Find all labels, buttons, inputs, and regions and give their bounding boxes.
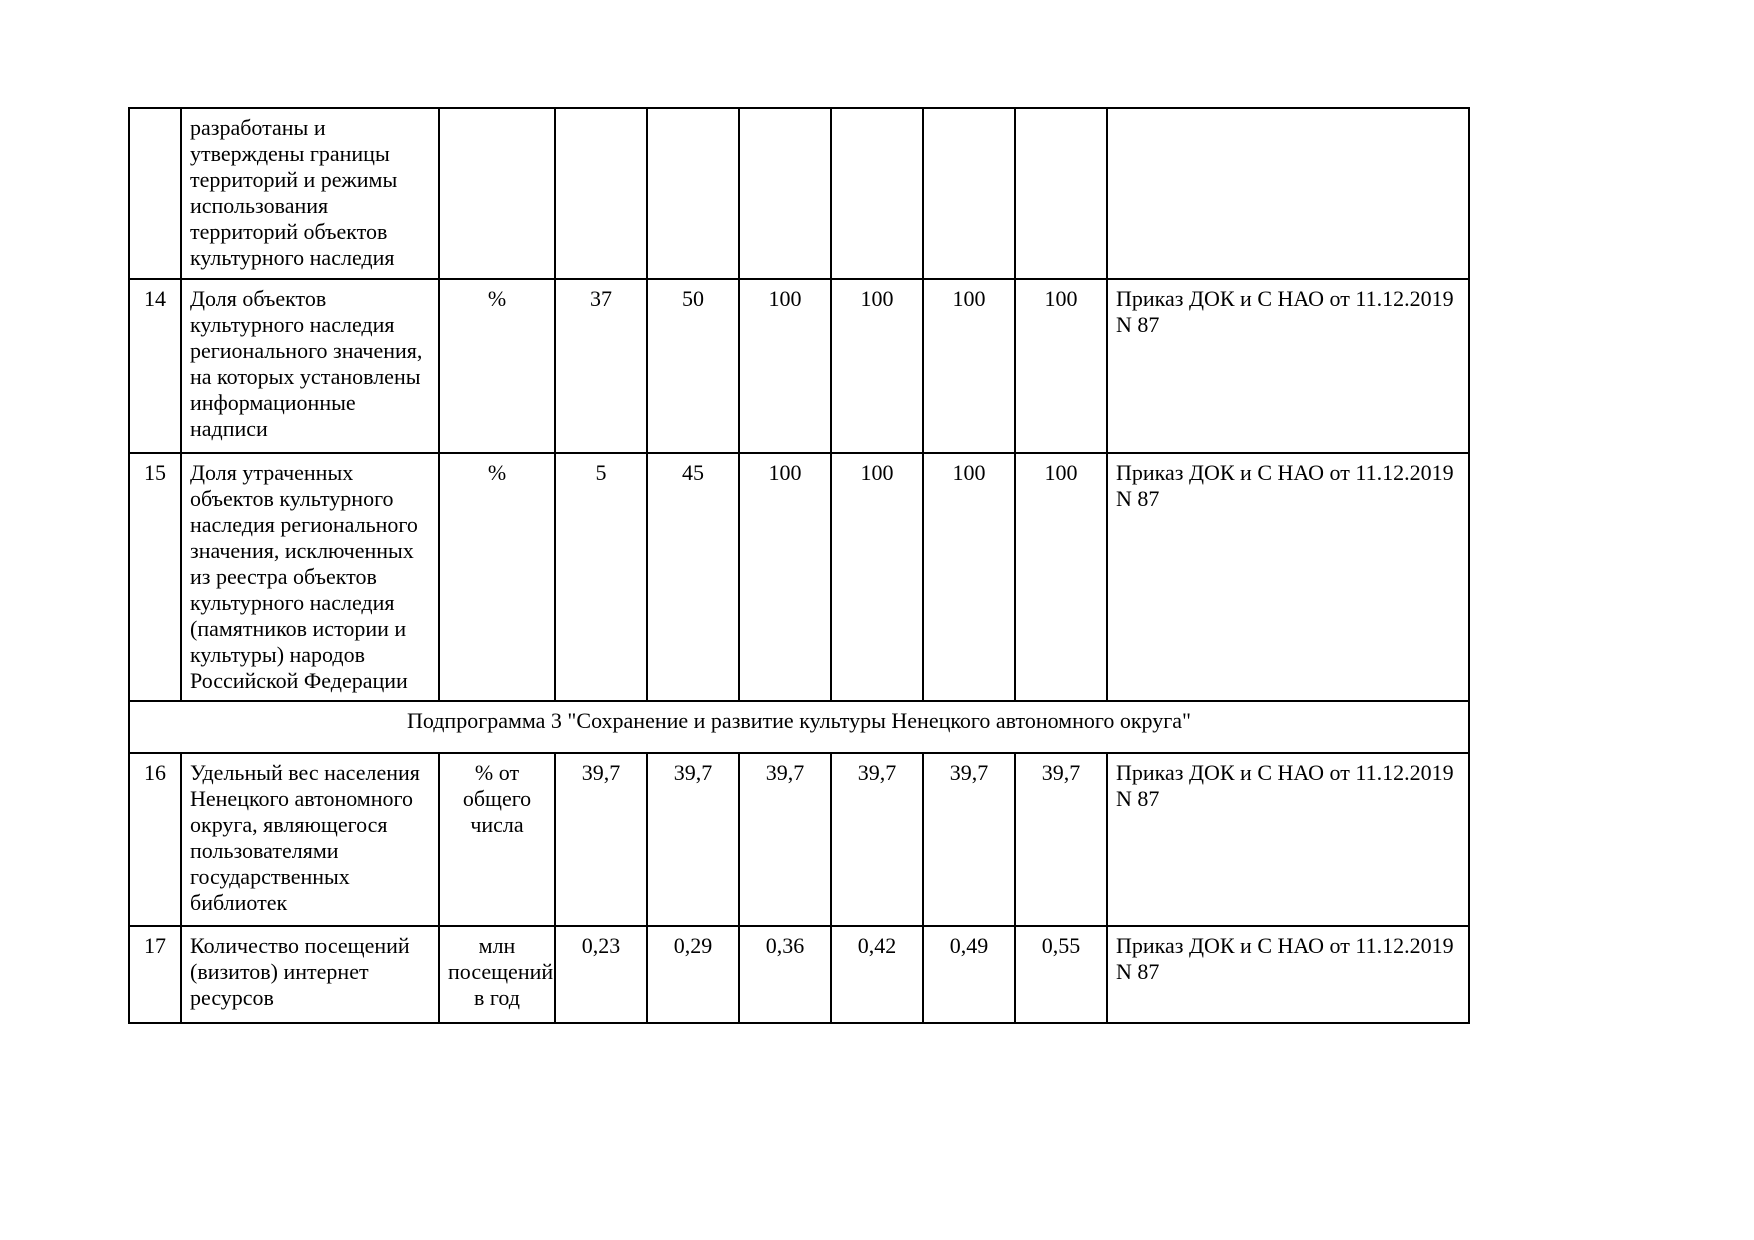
- reference-cell: [1107, 108, 1469, 279]
- reference-cell: Приказ ДОК и С НАО от 11.12.2019 N 87: [1107, 926, 1469, 1023]
- value-cell: [831, 108, 923, 279]
- section-header-row: [129, 701, 1469, 753]
- value-cell: 39,7: [923, 753, 1015, 926]
- value-cell: [739, 108, 831, 279]
- value-cell: 0,23: [555, 926, 647, 1023]
- unit-cell: % от общего числа: [439, 753, 555, 926]
- indicator-cell: разработаны и утверждены границы территорий и режимы использования территорий объектов культурного наследия: [181, 108, 439, 279]
- value-cell: [555, 108, 647, 279]
- value-cell: [647, 108, 739, 279]
- value-cell: 45: [647, 453, 739, 701]
- value-cell: 100: [831, 279, 923, 453]
- value-cell: 39,7: [555, 753, 647, 926]
- value-cell: [923, 108, 1015, 279]
- unit-cell: млн посещений в год: [439, 926, 555, 1023]
- indicator-cell: Доля объектов культурного наследия регионального значения, на которых установлены информационные надписи: [181, 279, 439, 453]
- section-header-cell: Подпрограмма 3 "Сохранение и развитие культуры Ненецкого автономного округа": [129, 701, 1469, 753]
- value-cell: 100: [831, 453, 923, 701]
- value-cell: 100: [739, 453, 831, 701]
- unit-cell: %: [439, 279, 555, 453]
- value-cell: 100: [923, 453, 1015, 701]
- value-cell: 0,36: [739, 926, 831, 1023]
- value-cell: 0,49: [923, 926, 1015, 1023]
- row-number-cell: 15: [129, 453, 181, 701]
- value-cell: 100: [739, 279, 831, 453]
- value-cell: 37: [555, 279, 647, 453]
- indicator-cell: Доля утраченных объектов культурного наследия регионального значения, исключенных из реестра объектов культурного наследия (памятников истории и культуры) народов Российской Федерации: [181, 453, 439, 701]
- row-number-cell: [129, 108, 181, 279]
- row-number-cell: 16: [129, 753, 181, 926]
- value-cell: 39,7: [647, 753, 739, 926]
- unit-cell: %: [439, 453, 555, 701]
- table-row-15: [129, 453, 1469, 701]
- reference-cell: Приказ ДОК и С НАО от 11.12.2019 N 87: [1107, 453, 1469, 701]
- indicator-cell: Количество посещений (визитов) интернет ресурсов: [181, 926, 439, 1023]
- value-cell: 0,55: [1015, 926, 1107, 1023]
- value-cell: 0,29: [647, 926, 739, 1023]
- value-cell: 5: [555, 453, 647, 701]
- row-number-cell: 17: [129, 926, 181, 1023]
- value-cell: 100: [1015, 453, 1107, 701]
- reference-cell: Приказ ДОК и С НАО от 11.12.2019 N 87: [1107, 753, 1469, 926]
- table-row-continuation: [129, 108, 1469, 279]
- value-cell: 100: [923, 279, 1015, 453]
- table-row-16: [129, 753, 1469, 926]
- value-cell: 0,42: [831, 926, 923, 1023]
- unit-cell: [439, 108, 555, 279]
- table-row-14: [129, 279, 1469, 453]
- row-number-cell: 14: [129, 279, 181, 453]
- reference-cell: Приказ ДОК и С НАО от 11.12.2019 N 87: [1107, 279, 1469, 453]
- indicators-table: [128, 107, 1470, 1024]
- value-cell: 39,7: [739, 753, 831, 926]
- value-cell: 100: [1015, 279, 1107, 453]
- table-row-17: [129, 926, 1469, 1023]
- value-cell: [1015, 108, 1107, 279]
- value-cell: 39,7: [831, 753, 923, 926]
- indicator-cell: Удельный вес населения Ненецкого автономного округа, являющегося пользователями государственных библиотек: [181, 753, 439, 926]
- value-cell: 39,7: [1015, 753, 1107, 926]
- value-cell: 50: [647, 279, 739, 453]
